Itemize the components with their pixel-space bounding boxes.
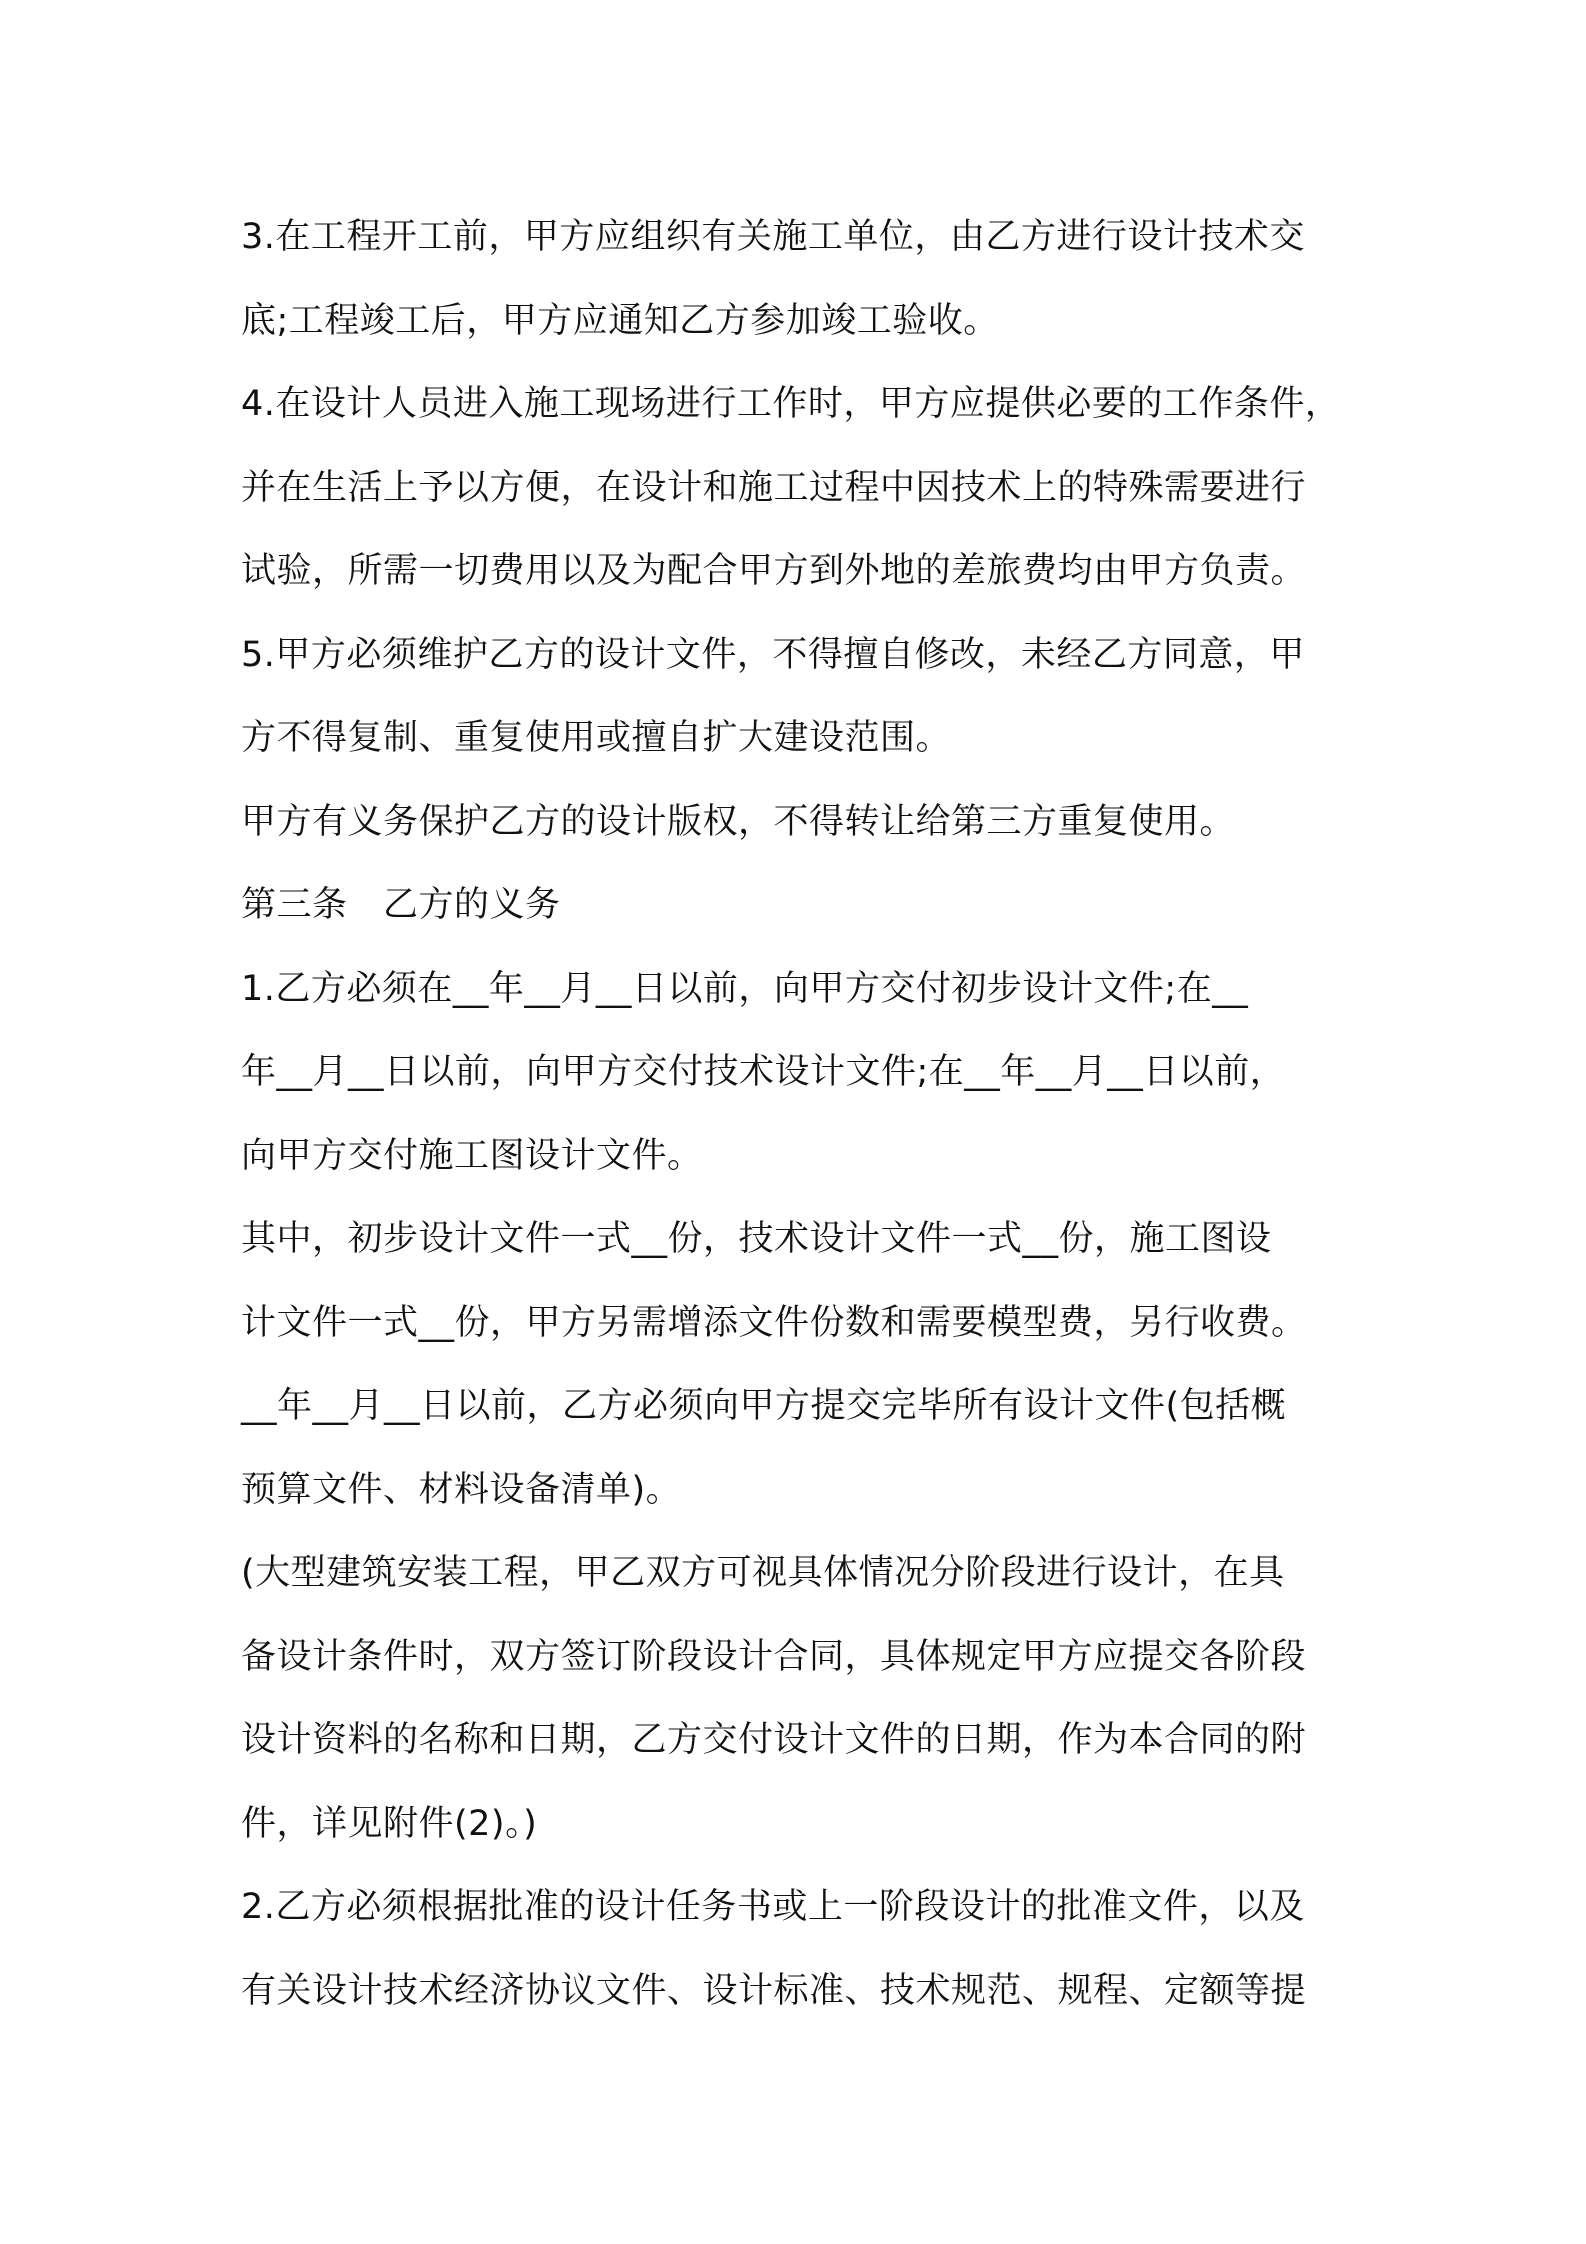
text-line: 有关设计技术经济协议文件、设计标准、技术规范、规程、定额等提 [241,1970,1307,2011]
text-line: 3.在工程开工前，甲方应组织有关施工单位，由乙方进行设计技术交 [241,217,1305,257]
text-line: 5.甲方必须维护乙方的设计文件，不得擅自修改，未经乙方同意，甲 [241,634,1305,675]
text-line: 4.在设计人员进入施工现场进行工作时，甲方应提供必要的工作条件， [241,384,1341,424]
text-line: 试验，所需一切费用以及为配合甲方到外地的差旅费均由甲方负责。 [241,551,1307,591]
text-line: 其中，初步设计文件一式__份，技术设计文件一式__份，施工图设 [241,1219,1272,1259]
text-line: 方不得复制、重复使用或擅自扩大建设范围。 [241,718,952,758]
section-heading: 第三条 乙方的义务 [241,885,561,925]
text-line: 向甲方交付施工图设计文件。 [241,1135,703,1176]
text-line: 2.乙方必须根据批准的设计任务书或上一阶段设计的批准文件，以及 [241,1887,1305,1927]
text-line: 预算文件、材料设备清单)。 [241,1469,682,1510]
text-line: 年__月__日以前，向甲方交付技术设计文件;在__年__月__日以前， [241,1052,1286,1092]
text-line: (大型建筑安装工程，甲乙双方可视具体情况分阶段进行设计，在具 [241,1553,1285,1593]
text-line: 件，详见附件(2)。) [241,1803,538,1844]
text-line: 甲方有义务保护乙方的设计版权，不得转让给第三方重复使用。 [241,801,1236,842]
text-line: 设计资料的名称和日期，乙方交付设计文件的日期，作为本合同的附 [241,1720,1307,1760]
text-line: 底;工程竣工后，甲方应通知乙方参加竣工验收。 [241,300,999,341]
text-line: 并在生活上予以方便，在设计和施工过程中因技术上的特殊需要进行 [241,467,1307,508]
document-body [241,196,1361,2033]
text-line: 1.乙方必须在__年__月__日以前，向甲方交付初步设计文件;在__ [241,968,1249,1009]
text-line: 计文件一式__份，甲方另需增添文件份数和需要模型费，另行收费。 [241,1302,1307,1343]
text-line: __年__月__日以前，乙方必须向甲方提交完毕所有设计文件(包括概 [241,1386,1287,1426]
text-line: 备设计条件时，双方签订阶段设计合同，具体规定甲方应提交各阶段 [241,1636,1307,1677]
